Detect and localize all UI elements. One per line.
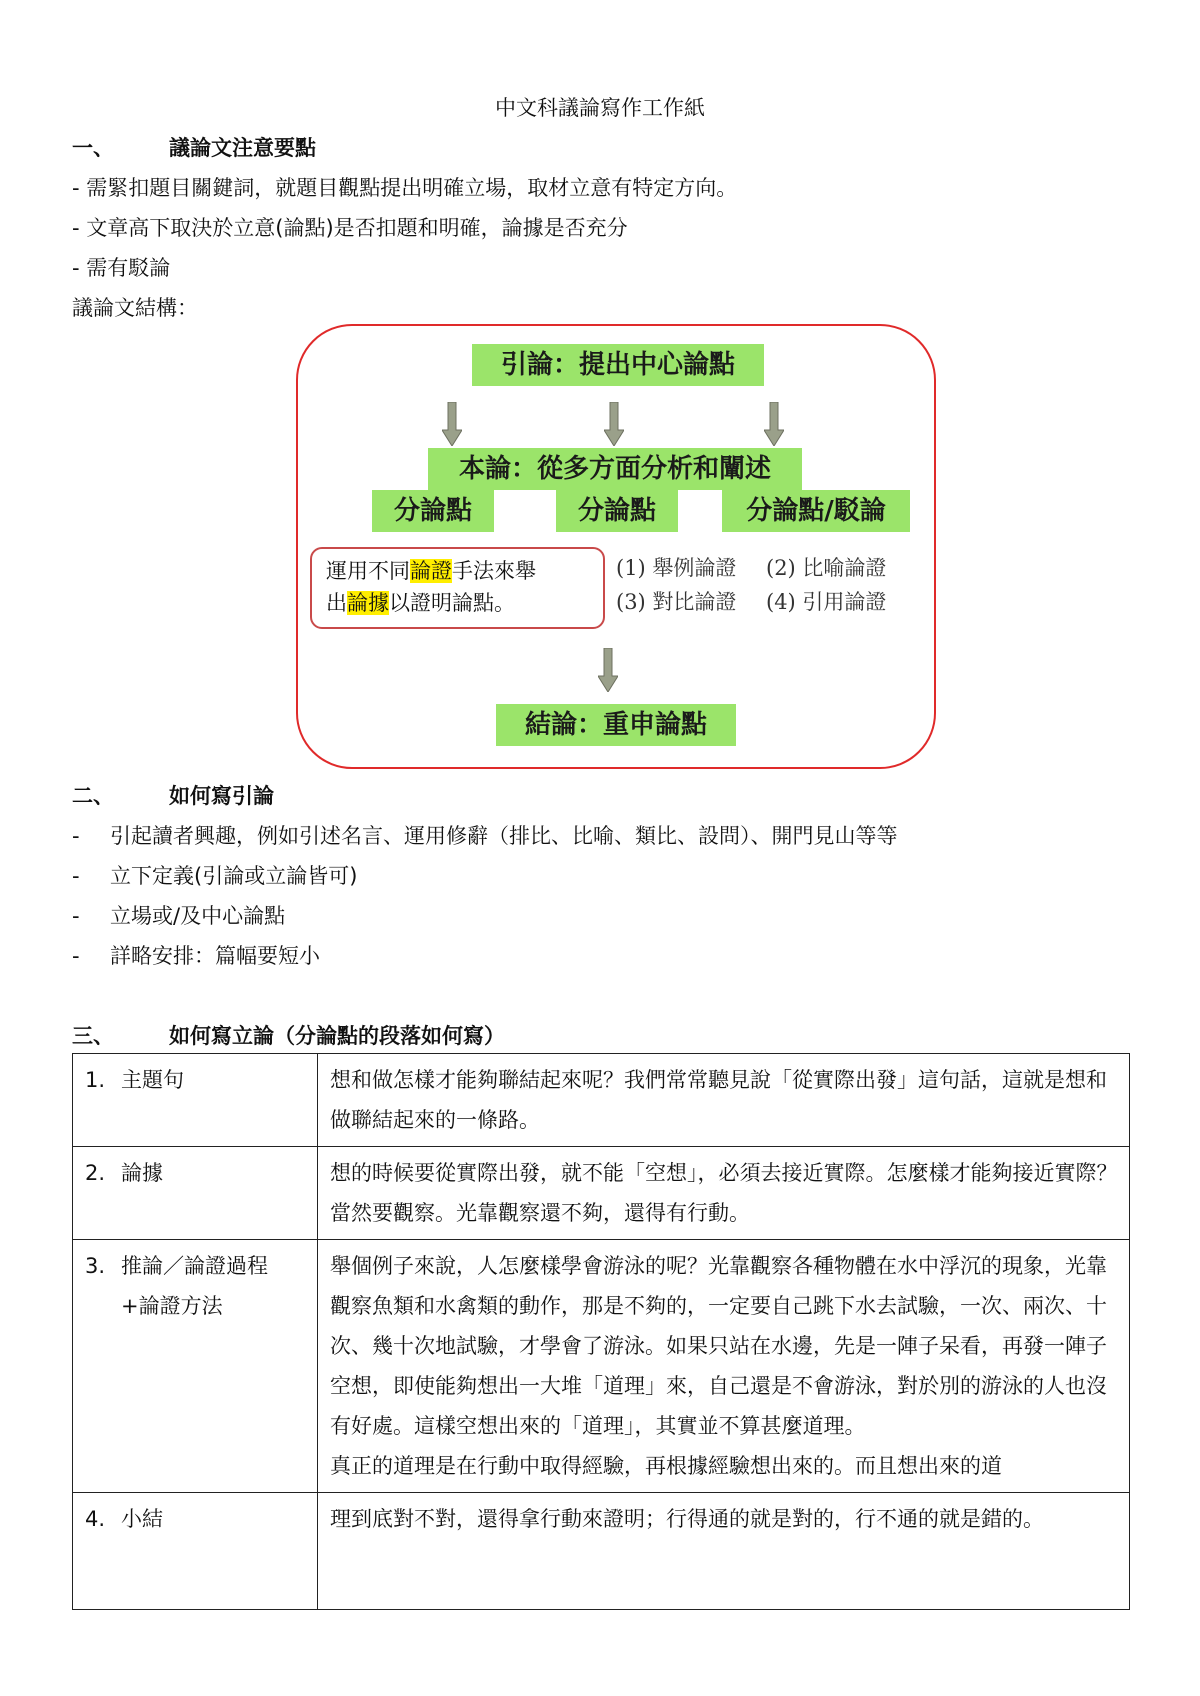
paragraph-structure-table <box>72 1053 1130 1610</box>
row-label <box>73 1147 318 1240</box>
section-1-number: 一、 <box>72 136 114 160</box>
row-label-text: 小結 <box>121 1507 163 1531</box>
row-number: 3. <box>85 1254 106 1278</box>
row-content-text: 真正的道理是在行動中取得經驗，再根據經驗想出來的。而且想出來的道 <box>330 1454 1002 1478</box>
point-line-1: - 需緊扣題目關鍵詞，就題目觀點提出明確立場，取材立意有特定方向。 <box>72 176 738 200</box>
point-line-2: - 文章高下取決於立意(論點)是否扣題和明確，論據是否充分 <box>72 216 628 240</box>
row-content-text: 舉個例子來說，人怎麼樣學會游泳的呢？光靠觀察各種物體在水中浮沉的現象，光靠觀察魚類和水禽類的動作，那是不夠的，一定要自己跳下水去試驗，一次、兩次、十次、幾十次地試驗，才學會了游泳。如果只站在水邊，先是一陣子呆看，再發一陣子空想，即使能夠想出一大堆「道理」來，自己還是不會游泳，對於別的游泳的人也沒有好處。這樣空想出來的「道理」，其實並不算甚麼道理。 <box>330 1254 1107 1438</box>
intro-box: 引論：提出中心論點 <box>472 344 764 386</box>
sub-point-box: 分論點 <box>556 490 678 532</box>
table-row <box>73 1147 1130 1240</box>
method-item: (1) 舉例論證 <box>616 556 737 580</box>
highlight-evidence: 論據 <box>347 591 389 615</box>
table-row <box>73 1240 1130 1493</box>
sub-point-box: 分論點 <box>372 490 494 532</box>
row-content: 理到底對不對，還得拿行動來證明；行得通的就是對的，行不通的就是錯的。 <box>318 1493 1130 1610</box>
intro-bullet-text: 立下定義(引論或立論皆可) <box>110 864 358 888</box>
section-3-heading <box>72 1020 505 1050</box>
table-row <box>73 1493 1130 1610</box>
intro-bullet: - 立下定義(引論或立論皆可) <box>72 864 358 888</box>
structure-label: 議論文結構： <box>72 296 198 320</box>
evidence-box <box>310 547 605 629</box>
evidence-text: 運用不同 <box>326 559 410 583</box>
row-number: 4. <box>85 1507 106 1531</box>
page-title: 中文科議論寫作工作紙 <box>495 96 705 120</box>
section-3-number: 三、 <box>72 1024 114 1048</box>
sub-point-rebuttal-box: 分論點/駁論 <box>722 490 910 532</box>
section-2-number: 二、 <box>72 784 114 808</box>
row-content: 想和做怎樣才能夠聯結起來呢？我們常常聽見說「從實際出發」這句話，這就是想和做聯結起來的一條路。 <box>318 1054 1130 1147</box>
body-box: 本論：從多方面分析和闡述 <box>428 448 802 490</box>
row-label-text: 推論／論證過程 <box>121 1254 268 1278</box>
down-arrow-icon <box>442 402 462 446</box>
section-3-title: 如何寫立論（分論點的段落如何寫） <box>169 1024 505 1048</box>
intro-bullet-text: 引起讀者興趣，例如引述名言、運用修辭（排比、比喻、類比、設問）、開門見山等等 <box>110 824 898 848</box>
down-arrow-icon <box>764 402 784 446</box>
intro-bullet: - 立場或/及中心論點 <box>72 904 286 928</box>
evidence-text: 以證明論點。 <box>389 591 515 615</box>
down-arrow-icon <box>604 402 624 446</box>
structure-diagram <box>296 324 936 769</box>
down-arrow-icon <box>598 648 618 692</box>
row-content <box>318 1240 1130 1493</box>
method-item: (2) 比喻論證 <box>766 556 887 580</box>
section-1-title: 議論文注意要點 <box>169 136 316 160</box>
point-line-3: - 需有駁論 <box>72 256 171 280</box>
row-label <box>73 1493 318 1610</box>
intro-bullet: - 引起讀者興趣，例如引述名言、運用修辭（排比、比喻、類比、設問）、開門見山等等 <box>72 824 898 848</box>
intro-bullet-text: 詳略安排：篇幅要短小 <box>110 944 320 968</box>
table-row <box>73 1054 1130 1147</box>
intro-bullet: - 詳略安排：篇幅要短小 <box>72 944 320 968</box>
section-2-title: 如何寫引論 <box>169 784 274 808</box>
section-1-heading <box>72 132 316 162</box>
row-label <box>73 1240 318 1493</box>
evidence-text: 出 <box>326 591 347 615</box>
argument-methods <box>616 551 926 619</box>
row-label <box>73 1054 318 1147</box>
intro-bullet-text: 立場或/及中心論點 <box>110 904 286 928</box>
row-label-text: 主題句 <box>121 1068 184 1092</box>
row-number: 1. <box>85 1068 106 1092</box>
section-2-heading <box>72 780 274 810</box>
highlight-argument: 論證 <box>410 559 452 583</box>
evidence-text: 手法來舉 <box>452 559 536 583</box>
row-label-text: +論證方法 <box>121 1294 223 1318</box>
row-content: 想的時候要從實際出發，就不能「空想」，必須去接近實際。怎麼樣才能夠接近實際？當然要觀察。光靠觀察還不夠，還得有行動。 <box>318 1147 1130 1240</box>
row-number: 2. <box>85 1161 106 1185</box>
method-item: (4) 引用論證 <box>766 590 887 614</box>
method-item: (3) 對比論證 <box>616 590 737 614</box>
conclusion-box: 結論：重申論點 <box>496 704 736 746</box>
row-label-text: 論據 <box>121 1161 163 1185</box>
